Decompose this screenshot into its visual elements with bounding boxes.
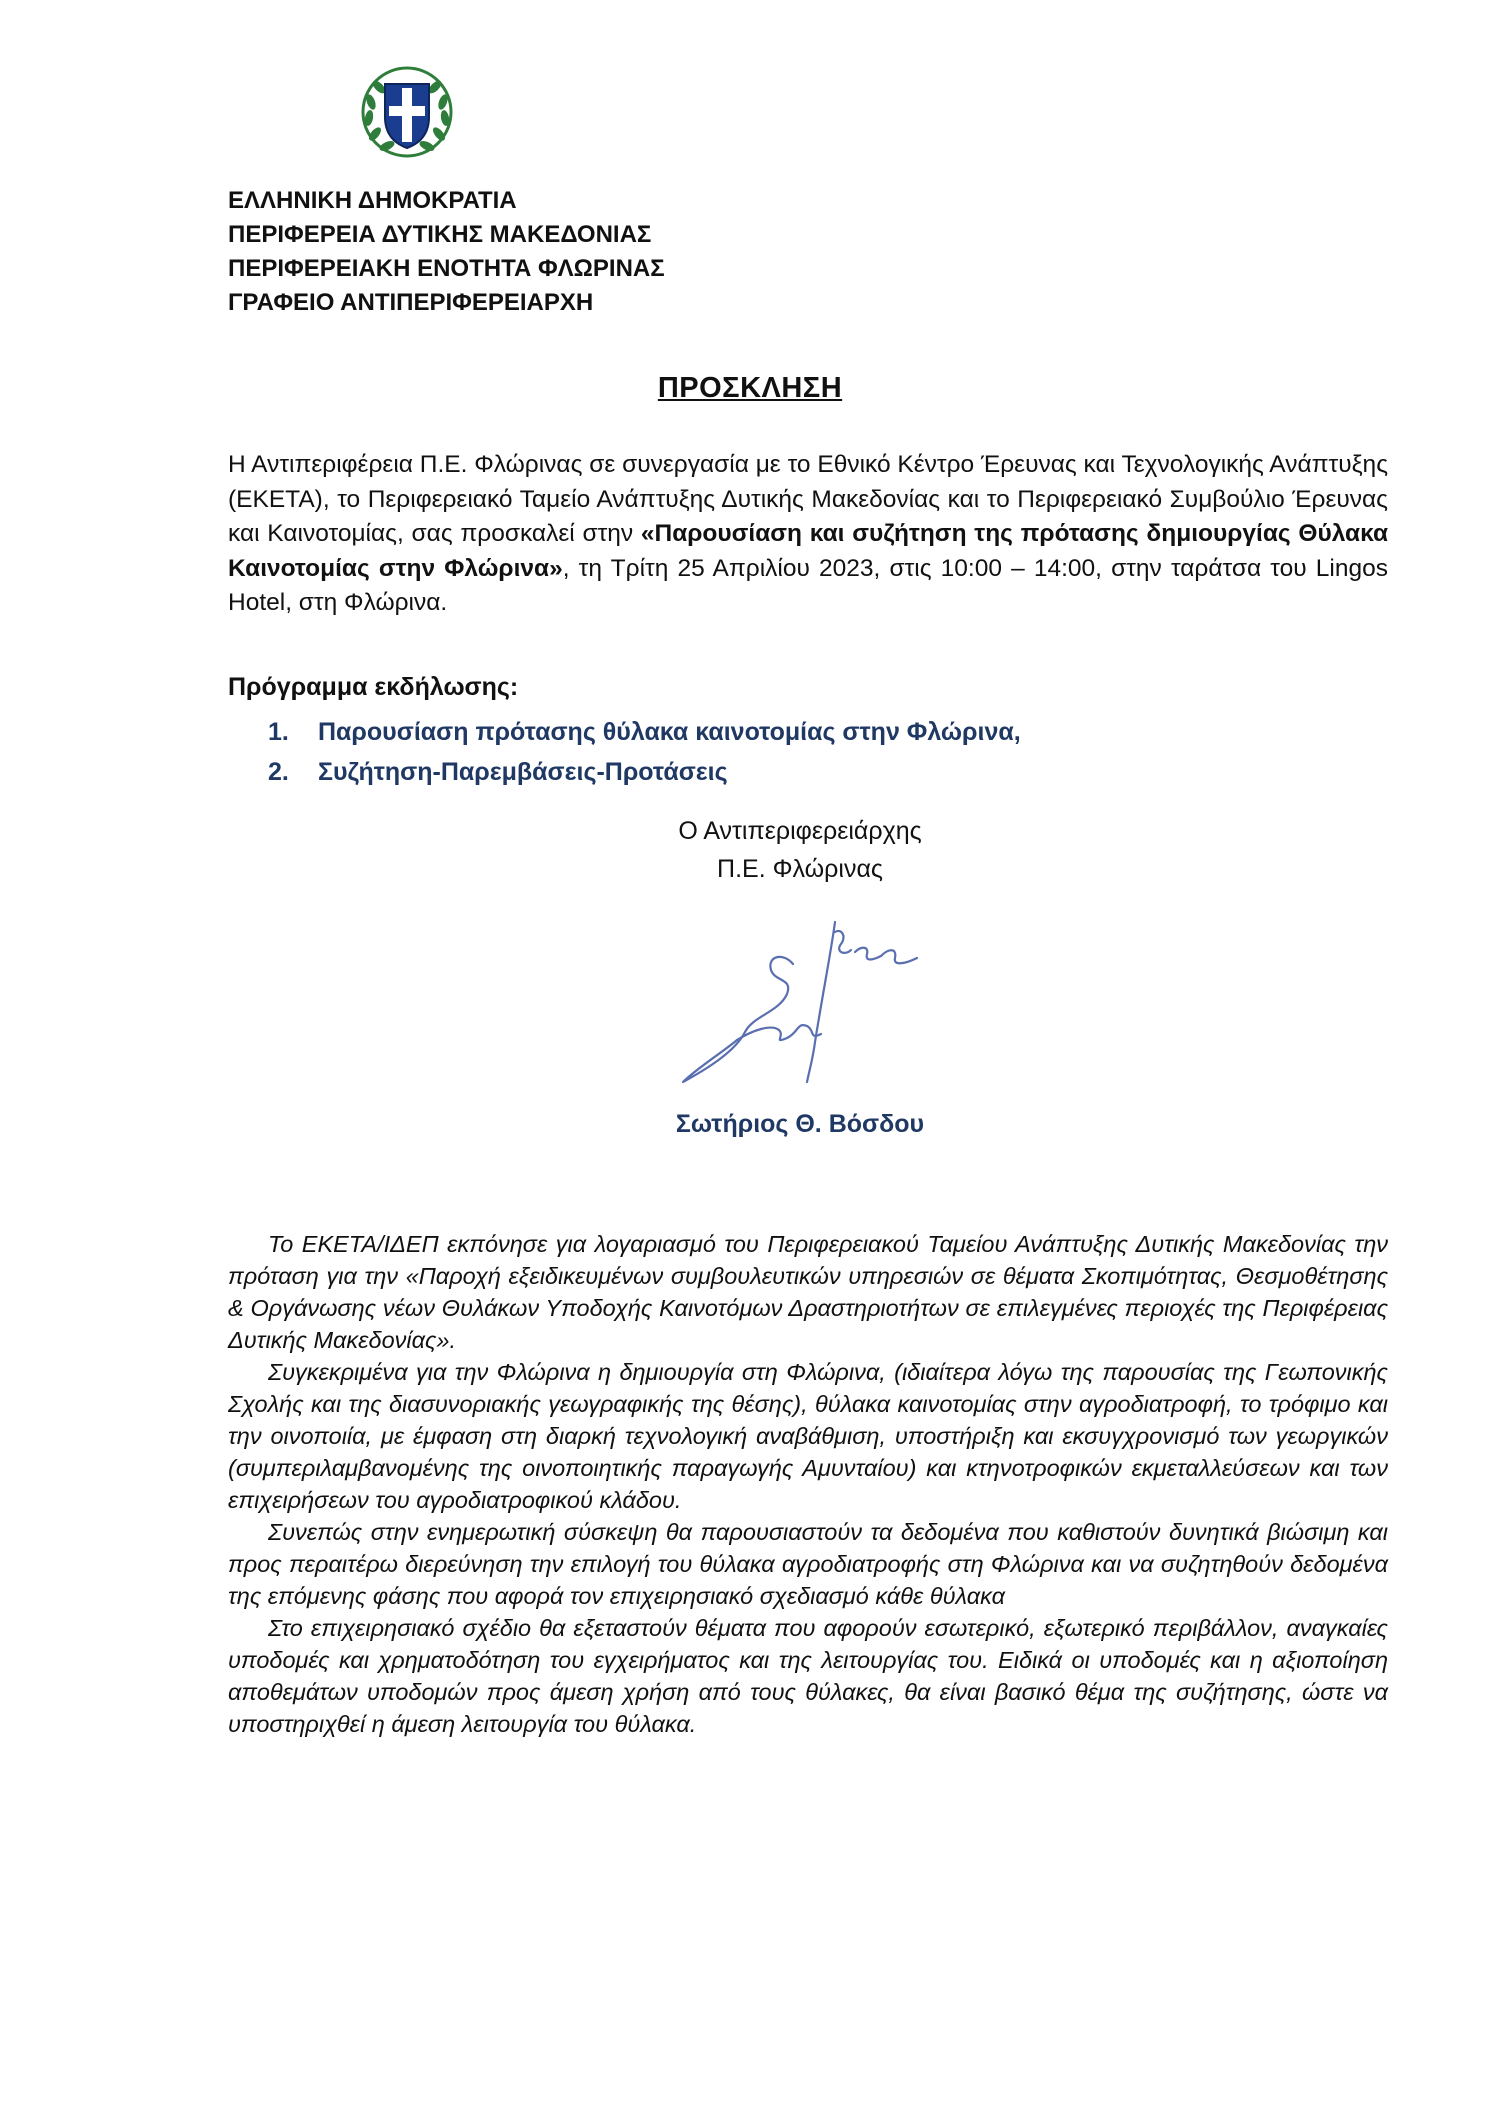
handwritten-signature [675,912,955,1092]
header-line-office: ΓΡΑΦΕΙΟ ΑΝΤΙΠΕΡΙΦΕΡΕΙΑΡΧΗ [228,289,594,316]
signer-role: Ο Αντιπεριφερειάρχης [678,817,922,845]
body-paragraph: Στο επιχειρησιακό σχέδιο θα εξεταστούν θέματα που αφορούν εσωτερικό, εξωτερικό περιβάλλον, αναγκαίες υποδομές και χρηματοδότηση του εγχειρήματος και της λειτουργίας του. Ειδικά οι υποδομές και η αξιοποίηση αποθεμάτων υποδομών προς άμεση χρήση από τους θύλακες, θα είναι βασικό θέμα της συζήτησης, ώστε να υποστηριχθεί η άμεση λειτουργία του θύλακα. [228,1615,1388,1737]
body-paragraph: Συγκεκριμένα για την Φλώρινα η δημιουργία στη Φλώρινα, (ιδιαίτερα λόγω της παρουσίας της Γεωπονικής Σχολής και της διασυνοριακής γεωγραφικής της θέσης), θύλακα καινοτομίας στην αγροδιατροφή, το τρόφιμο και την οινοποιία, με έμφαση στη διαρκή τεχνολογική αναβάθμιση, υποστήριξη και εκσυγχρονισμό των γεωργικών (συμπεριλαμβανομένης της οινοποιητικής παραγωγής Αμυνταίου) και κτηνοτροφικών εκμεταλλεύσεων και των επιχειρήσεων του αγροδιατροφικού κλάδου. [228,1359,1388,1513]
document-title: ΠΡΟΣΚΛΗΣΗ [657,372,843,404]
body-paragraph: Το ΕΚΕΤΑ/ΙΔΕΠ εκπόνησε για λογαριασμό του Περιφερειακού Ταμείου Ανάπτυξης Δυτικής Μακεδονίας την πρόταση για την «Παροχή εξειδικευμένων συμβουλευτικών υπηρεσιών σε θέματα Σκοπιμότητας, Θεσμοθέτησης & Οργάνωσης νέων Θυλάκων Υποδοχής Καινοτόμων Δραστηριοτήτων σε επιλεγμένες περιοχές της Περιφέρειας Δυτικής Μακεδονίας». [228,1231,1388,1353]
invitation-text-end: , τη Τρίτη 25 Απριλίου 2023, στις 10:00 – 14:00, στην ταράτσα του Lingos Hotel, στη Φλώρινα. [228,554,1388,616]
program-item [268,712,1021,752]
program-list [268,712,1021,792]
signer-unit: Π.Ε. Φλώρινας [717,855,883,883]
signer-name: Σωτήριος Θ. Βόσδου [675,1110,925,1138]
event-title: «Παρουσίαση και συζήτηση της πρότασης δημιουργίας Θύλακα Καινοτομίας στην Φλώρινα» [228,520,1389,582]
body-paragraph: Συνεπώς στην ενημερωτική σύσκεψη θα παρουσιαστούν τα δεδομένα που καθιστούν δυνητικά βιώσιμη και προς περαιτέρω διερεύνηση την επιλογή του θύλακα αγροδιατροφής στη Φλώρινα και να συζητηθούν δεδομένα της επόμενης φάσης που αφορά τον επιχειρησιακό σχεδιασμό κάθε θύλακα [228,1519,1388,1609]
shield-icon [385,84,429,148]
invitation-paragraph [228,448,1388,621]
program-item-number: 2. [268,758,289,786]
header-line-regional-unit: ΠΕΡΙΦΕΡΕΙΑΚΗ ΕΝΟΤΗΤΑ ΦΛΩΡΙΝΑΣ [228,255,665,282]
signer-block [0,812,1500,888]
program-heading: Πρόγραμμα εκδήλωσης: [228,673,519,701]
invitation-text-start: Η Αντιπεριφέρεια Π.Ε. Φλώρινας σε συνεργασία με το Εθνικό Κέντρο Έρευνας και Τεχνολογικής Ανάπτυξης (ΕΚΕΤΑ), το Περιφερειακό Ταμείο Ανάπτυξης Δυτικής Μακεδονίας και το Περιφερειακό Συμβούλιο Έρευνας και Καινοτομίας, σας προσκαλεί στην [228,451,1388,547]
issuer-header [228,184,1128,320]
program-item-text: Παρουσίαση πρότασης θύλακα καινοτομίας στην Φλώρινα, [318,718,1021,746]
greek-state-emblem [357,62,457,162]
program-item-number: 1. [268,718,289,746]
program-item [268,752,1021,792]
header-line-country: ΕΛΛΗΝΙΚΗ ΔΗΜΟΚΡΑΤΙΑ [228,187,517,214]
header-line-region: ΠΕΡΙΦΕΡΕΙΑ ΔΥΤΙΚΗΣ ΜΑΚΕΔΟΝΙΑΣ [228,221,652,248]
explanatory-text [228,1228,1388,1740]
program-item-text: Συζήτηση-Παρεμβάσεις-Προτάσεις [318,758,728,786]
